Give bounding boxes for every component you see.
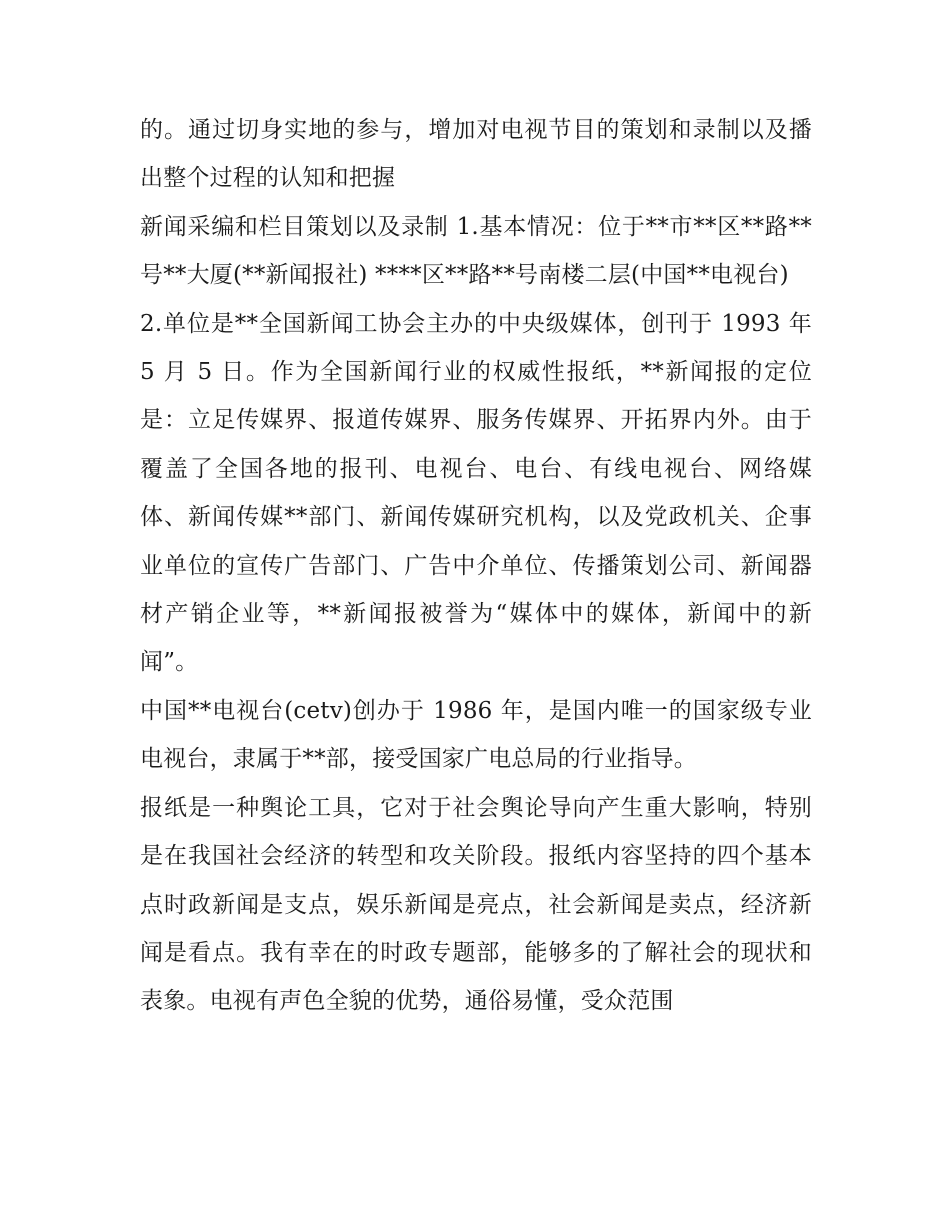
paragraph-1: 的。通过切身实地的参与，增加对电视节目的策划和录制以及播出整个过程的认知和把握 — [140, 117, 812, 192]
paragraph-3: 2.单位是**全国新闻工协会主办的中央级媒体，创刊于 1993 年 5 月 5 日。作为全国新闻行业的权威性报纸，**新闻报的定位是：立足传媒界、报道传媒界、服务传媒界、开拓界内外。由于覆盖了全国各地的报刊、电视台、电台、有线电视台、网络媒体、新闻传媒**部门、新闻传媒研究机构，以及党政机关、企事业单位的宣传广告部门、广告中介单位、传播策划公司、新闻器材产销企业等，**新闻报被誉为“媒体中的媒体，新闻中的新闻”。 — [140, 310, 812, 676]
paragraph-5: 报纸是一种舆论工具，它对于社会舆论导向产生重大影响，特别是在我国社会经济的转型和攻关阶段。报纸内容坚持的四个基本点时政新闻是支点，娱乐新闻是亮点，社会新闻是卖点，经济新闻是看点。我有幸在的时政专题部，能够多的了解社会的现状和表象。电视有声色全貌的优势，通俗易懂，受众范围 — [140, 794, 812, 1015]
paragraph-2: 新闻采编和栏目策划以及录制 1.基本情况：位于**市**区**路**号**大厦(**新闻报社) ****区**路**号南楼二层(中国**电视台) — [140, 213, 812, 289]
paragraph-4: 中国**电视台(cetv)创办于 1986 年，是国内唯一的国家级专业电视台，隶属于**部，接受国家广电总局的行业指导。 — [140, 697, 812, 773]
document-body — [140, 106, 812, 1026]
